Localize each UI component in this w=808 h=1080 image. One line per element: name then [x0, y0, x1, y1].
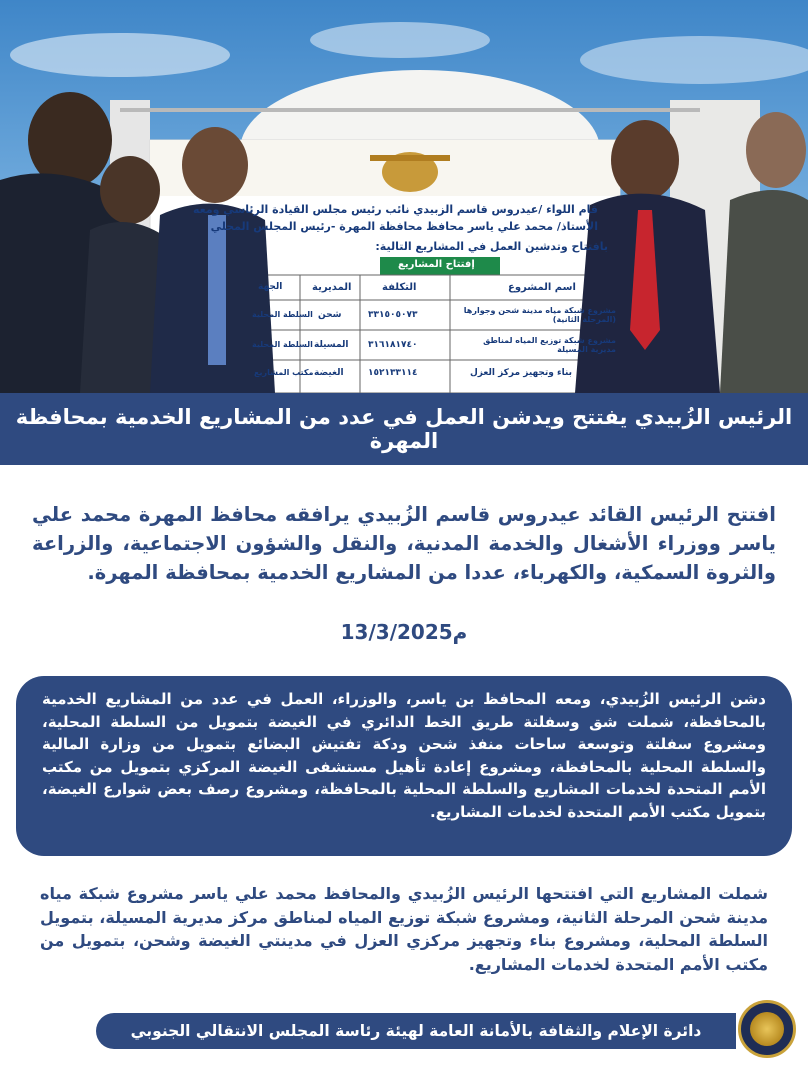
footer-bar: [96, 1013, 736, 1049]
sign-col-body: الجهة: [258, 282, 283, 292]
footer-text: دائرة الإعلام والثقافة بالأمانة العامة لهيئة رئاسة المجلس الانتقالي الجنوبي: [130, 1022, 702, 1040]
sign-line-3: بافتتاح وتدشين العمل في المشاريع التالية:: [375, 240, 608, 253]
sign-row-3-district: الغيضة: [314, 368, 344, 378]
sign-row-2-cost: ٣١٦١٨١٧٤٠: [368, 340, 418, 350]
sign-row-3-body: مكتب المشاريع: [254, 368, 314, 377]
sign-table-header: إفتتاح المشاريع: [398, 259, 475, 270]
lead-paragraph: افتتح الرئيس القائد عيدروس قاسم الزُبيدي يرافقه محافظ المهرة محمد علي ياسر ووزراء الأشغال والخدمة المدنية، والنقل والشؤون الاجتماعية، والزراعة والثروة السمكية، والكهرباء، عددا من المشاريع الخدمية بمحافظة المهرة.: [32, 503, 776, 584]
publish-date: 13/3/2025م: [340, 620, 468, 644]
headline: الرئيس الزُبيدي يفتتح ويدشن العمل في عدد من المشاريع الخدمية بمحافظة المهرة: [15, 405, 793, 453]
council-emblem-icon: [738, 1000, 796, 1058]
sign-row-2-body: السلطة المحلية: [252, 340, 313, 349]
sign-col-project: اسم المشروع: [508, 282, 576, 293]
headline-band: [0, 393, 808, 465]
emblem-core: [750, 1012, 784, 1046]
sign-row-3-project: بناء وتجهيز مركز العزل: [470, 368, 573, 378]
sign-row-1-body: السلطة المحلية: [252, 310, 313, 319]
footer: [0, 990, 808, 1080]
sign-col-cost: التكلفة: [382, 282, 417, 293]
sign-col-district: المديرية: [312, 282, 352, 293]
sign-row-3-cost: ١٥٢١٣٣١١٤: [368, 368, 418, 378]
highlight-box: [16, 676, 792, 856]
sign-line-2: الأستاذ/ محمد علي ياسر محافظ محافظة المهرة -رئيس المجلس المحلي: [210, 220, 598, 233]
sign-row-1-project: مشروع شبكة مياه مدينة شحن وجوارها (المرحلة الثانية): [463, 306, 616, 324]
sign-row-2-project: مشروع شبكة توزيع المياه لمناطق مديرية المسيلة: [483, 336, 616, 354]
photo-illustration: [0, 0, 808, 393]
sign-row-1-cost: ٣٣١٥٠٥٠٧٣: [368, 310, 418, 320]
body-paragraph: شملت المشاريع التي افتتحها الرئيس الزُبيدي والمحافظ محمد علي ياسر مشروع شبكة مياه مدينة شحن المرحلة الثانية، ومشروع شبكة توزيع المياه لمناطق مركز مديرية المسيلة، بتمويل السلطة المحلية، ومشروع بناء وتجهيز مركزي العزل في مدينتي الغيضة وشحن، بتمويل من مكتب الأمم المتحدة لخدمات المشاريع.: [40, 884, 768, 974]
event-photo: [0, 0, 808, 393]
highlight-text: دشن الرئيس الزُبيدي، ومعه المحافظ بن ياسر، والوزراء، العمل في عدد من المشاريع الخدمية بالمحافظة، شملت شق وسفلتة طريق الخط الدائري في الغيضة بتمويل من السلطة المحلية، ومشروع سفلتة وتوسعة ساحات منفذ شحن ودكة تفتيش البضائع بتمويل من وزارة المالية والسلطة المحلية بالمحافظة، ومشروع إعادة تأهيل مستشفى الغيضة المركزي بتمويل من مكتب الأمم المتحدة لخدمات المشاريع والسلطة المحلية بالمحافظة، ومشروع رصف بعض شوارع الغيضة، بتمويل مكتب الأمم المتحدة لخدمات المشاريع.: [42, 690, 766, 821]
sign-row-1-district: شحن: [318, 310, 342, 320]
sign-row-2-district: المسيلة: [314, 340, 349, 350]
sign-line-1: قام اللواء /عيدروس قاسم الزبيدي نائب رئيس مجلس القيادة الرئاسي ومعه: [192, 203, 598, 216]
